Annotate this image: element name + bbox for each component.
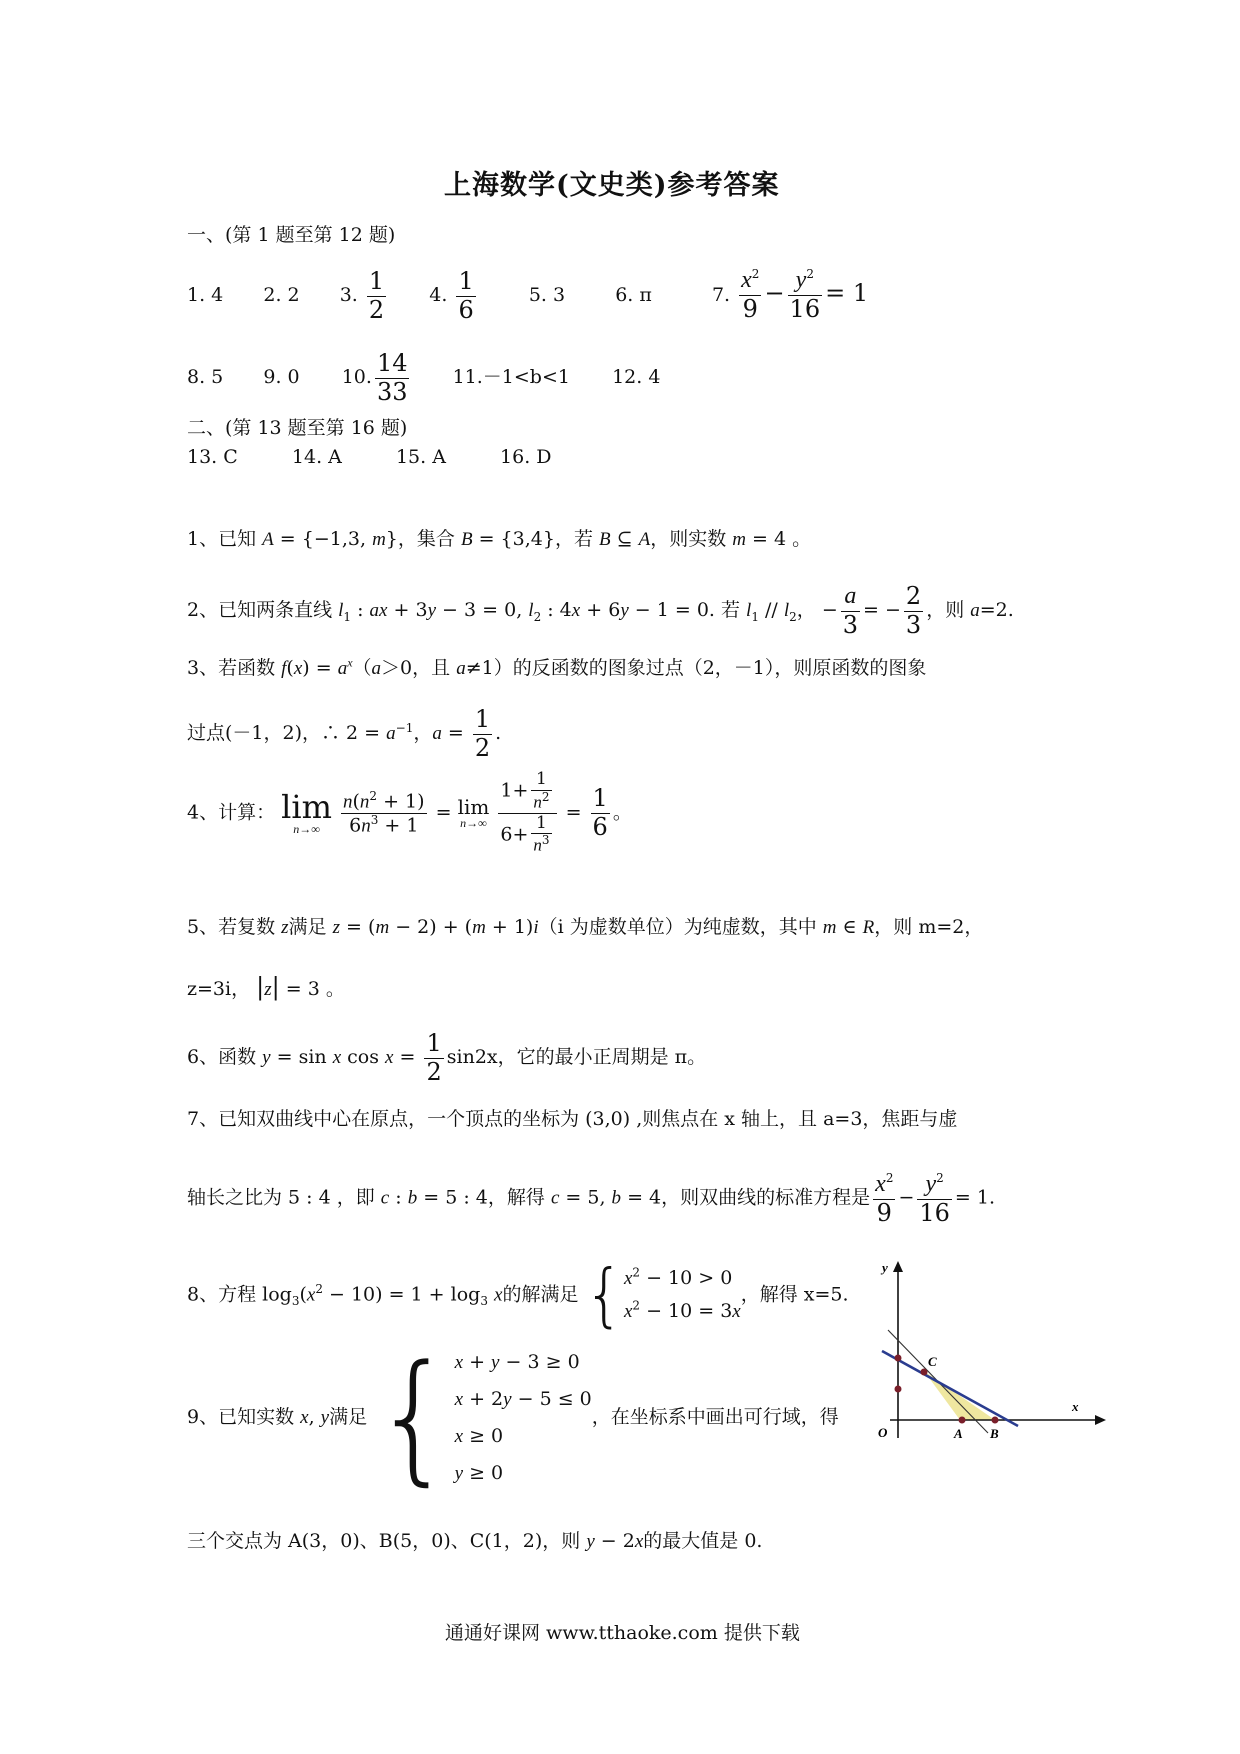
answer-row-3 [187,446,552,468]
answer-14: 14. A [291,446,342,468]
solution-1: 1、已知 A = {−1,3, m}，集合 B = {3,4}，若 B ⊆ A，则实数 m = 4 。 [187,528,812,550]
solution-9-conclusion: 三个交点为 A(3，0)、B(5，0)、C(1，2)，则 y − 2x的最大值是 0. [187,1530,763,1552]
point-y-intercept-1 [895,1355,902,1362]
answer-row-1 [187,266,868,324]
fraction-14-33: $\frac{14}{33}$ [376,349,408,406]
label-C: C [928,1354,937,1369]
answer-5: 5. 3 [528,284,566,307]
x-axis-arrow [1095,1415,1106,1425]
solution-9: 9、已知实数 x, y满足 { x + y − 3 ≥ 0 x + 2y − 5 ≤ 0 x ≥ 0 y ≥ 0 ，在坐标系中画出可行域，得 [187,1335,839,1500]
answer-7: 7. [711,284,731,307]
solution-6: 6、函数 y = sin x cos x = $\frac{1}{2}$ sin2x，它的最小正周期是 π。 [187,1029,707,1086]
solution-7-line-1: 7、已知双曲线中心在原点，一个顶点的坐标为 (3,0) ,则焦点在 x 轴上，且 a=3，焦距与虚 [187,1108,958,1130]
feasible-region-graph [870,1258,1110,1443]
solution-3-line-2: 过点(－1，2)，∴ $2 = a^{-1}$，a = $\frac{1}{2}$ . [187,705,502,762]
solution-2: 2、已知两条直线 $l_1$ : ax + 3y − 3 = 0, $l_2$ : 4x + 6y − 1 = 0. 若 $l_1 // l_2$， − $\frac{a}{3}$ = − $\frac{2}{3}$ ，则 a=2. [187,582,1014,639]
answer-2: 2. 2 [263,284,300,307]
label-A: A [954,1426,963,1441]
answer-3: 3. [339,284,358,307]
solution-8: 8、方程 $\log_3(x^2 - 10) = 1 + \log_3 x$的解满足 { $x^2 - 10 > 0$ $x^2 - 10 = 3x$ ，解得 x=5. [187,1254,849,1335]
y-axis-arrow [893,1261,903,1272]
answer-11: 11.－1<b<1 [452,366,570,389]
point-y-intercept-2 [895,1386,902,1393]
solution-5-line-2: z=3i， |z| = 3 。 [187,973,345,1001]
answer-8: 8. 5 [187,366,224,389]
label-O: O [878,1425,888,1440]
label-B: B [990,1426,999,1441]
answer-row-2 [187,350,660,406]
answer-10: 10. [341,366,372,389]
answer-15: 15. A [395,446,446,468]
point-B [992,1417,999,1424]
fraction-one-half: $\frac{1}{2}$ [368,267,385,324]
footer-download-note: 通通好课网 www.tthaoke.com 提供下载 [445,1622,800,1644]
label-y: y [882,1260,888,1275]
page-title: 上海数学(文史类)参考答案 [444,170,780,201]
solution-3-line-1: 3、若函数 $f(x) = a^x(a>0$，且 a≠1）的反函数的图象过点（2，－1），则原函数的图象 [187,655,927,679]
section1-header: 一、(第 1 题至第 12 题) [187,224,396,246]
answer-16: 16. D [500,446,552,468]
solution-7-line-2: 轴长之比为 5 : 4 ，即 c : b = 5 : 4，解得 c = 5, b = 4，则双曲线的标准方程是 $\frac{x^2}{9}$ − $\frac{y^2}{16}$ = 1. [187,1171,996,1227]
answer-4: 4. [429,284,448,307]
section2-header: 二、(第 13 题至第 16 题) [187,417,408,439]
answer-12: 12. 4 [612,366,661,389]
answer-6: 6. π [615,284,652,307]
answer-13: 13. C [187,446,238,468]
answer-9: 9. 0 [263,366,300,389]
point-C [921,1369,928,1376]
fraction-one-sixth: $\frac{1}{6}$ [458,267,474,324]
hyperbola-equation: $\frac{x^2}{9}$ − $\frac{y^2}{16}$ = 1 [741,267,869,323]
point-A [959,1417,966,1424]
answer-1: 1. 4 [187,284,224,307]
solution-5-line-1: 5、若复数 z满足 z = (m − 2) + (m + 1)i（i 为虚数单位）为纯虚数，其中 m ∈ R，则 m=2， [187,916,984,938]
label-x: x [1072,1399,1079,1414]
solution-4: 4、计算： lim n→∞ $\frac{n(n^2 + 1)}{6n^3 + 1}$ = lim n→∞ 1+ $\frac{1}{n^2}$ 6+ $\frac{1}{n^3}$ = $\frac{1}{6}$ 。 [187,769,632,855]
